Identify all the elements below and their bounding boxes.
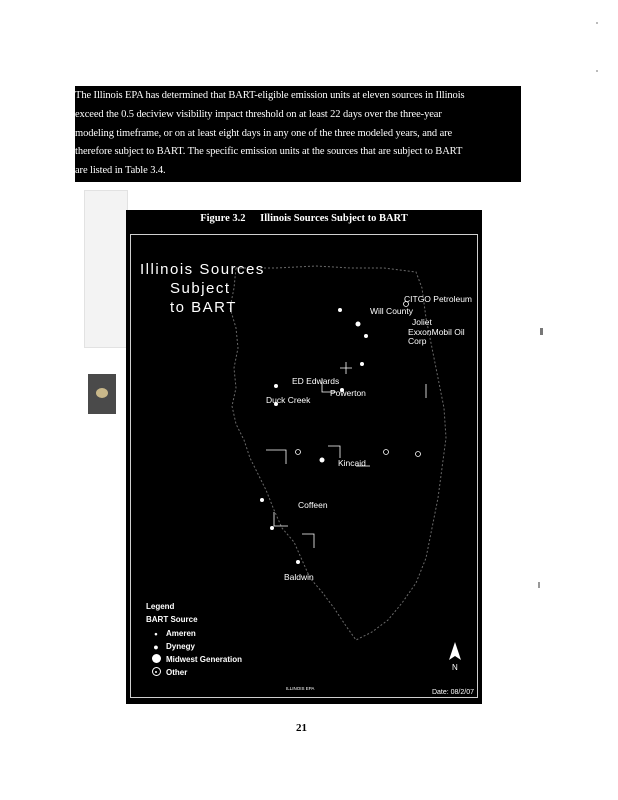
map-title-line: to BART xyxy=(170,299,237,316)
map-footer: ILLINOIS EPA xyxy=(286,686,315,691)
legend-label: Ameren xyxy=(166,629,196,638)
source-label-ed-edwards: ED Edwards xyxy=(292,376,340,386)
paragraph-line: are listed in Table 3.4. xyxy=(75,165,166,177)
source-label-citgo: CITGO Petroleum xyxy=(404,294,473,304)
source-label-coffeen: Coffeen xyxy=(298,500,328,510)
map-legend xyxy=(146,602,242,679)
svg-text:N: N xyxy=(452,663,458,672)
source-label-powerton: Powerton xyxy=(330,388,366,398)
paragraph-line: The Illinois EPA has determined that BART-eligible emission units at eleven sources in Illinois xyxy=(75,90,465,101)
figure-caption xyxy=(126,210,482,228)
speck xyxy=(540,328,543,335)
background-document-ghost xyxy=(84,190,128,348)
legend-item xyxy=(146,640,242,653)
speck xyxy=(596,22,598,24)
speck xyxy=(596,70,598,72)
source-label-kincaid: Kincaid xyxy=(338,458,366,468)
background-icon-ghost xyxy=(88,374,116,414)
source-label-duck-creek: Duck Creek xyxy=(266,395,311,405)
source-label-will-county: Will County xyxy=(370,306,413,316)
legend-title: Legend xyxy=(146,602,175,611)
source-label-joliet: Joliet xyxy=(412,317,432,327)
page-number: 21 xyxy=(296,722,307,734)
paragraph-line: modeling timeframe, or on at least eight days in any one of the three modeled years, and are xyxy=(75,127,453,139)
legend-label: Other xyxy=(166,668,188,677)
map-panel xyxy=(126,228,482,704)
paragraph-line: therefore subject to BART. The specific emission units at the sources that are subject to BART xyxy=(75,146,463,158)
map-date: Date: 08/2/07 xyxy=(431,689,474,696)
legend-item xyxy=(146,627,242,640)
legend-label: Dynegy xyxy=(166,642,195,651)
large-dot-icon xyxy=(146,654,166,665)
figure-number: Figure 3.2 xyxy=(200,213,246,224)
map-title xyxy=(140,260,265,317)
legend-item xyxy=(146,653,242,666)
source-label-baldwin: Baldwin xyxy=(284,572,314,582)
medium-dot-icon: ● xyxy=(153,641,159,652)
legend-label: Midwest Generation xyxy=(166,655,243,664)
legend-subtitle: BART Source xyxy=(146,615,198,624)
map-title-line: Illinois Sources xyxy=(140,261,265,278)
north-arrow-icon xyxy=(448,642,462,672)
source-label-exxonmobil: ExxonMobil Oil Corp xyxy=(408,327,465,346)
legend-item xyxy=(146,666,242,679)
map-title-line: Subject xyxy=(170,280,231,297)
speck xyxy=(538,582,540,588)
figure-title: Illinois Sources Subject to BART xyxy=(260,213,408,224)
body-paragraph xyxy=(75,86,521,182)
small-dot-icon: • xyxy=(154,628,158,639)
paragraph-line: exceed the 0.5 deciview visibility impact threshold on at least 22 days over the three-year xyxy=(75,108,442,120)
ring-icon xyxy=(146,667,166,678)
